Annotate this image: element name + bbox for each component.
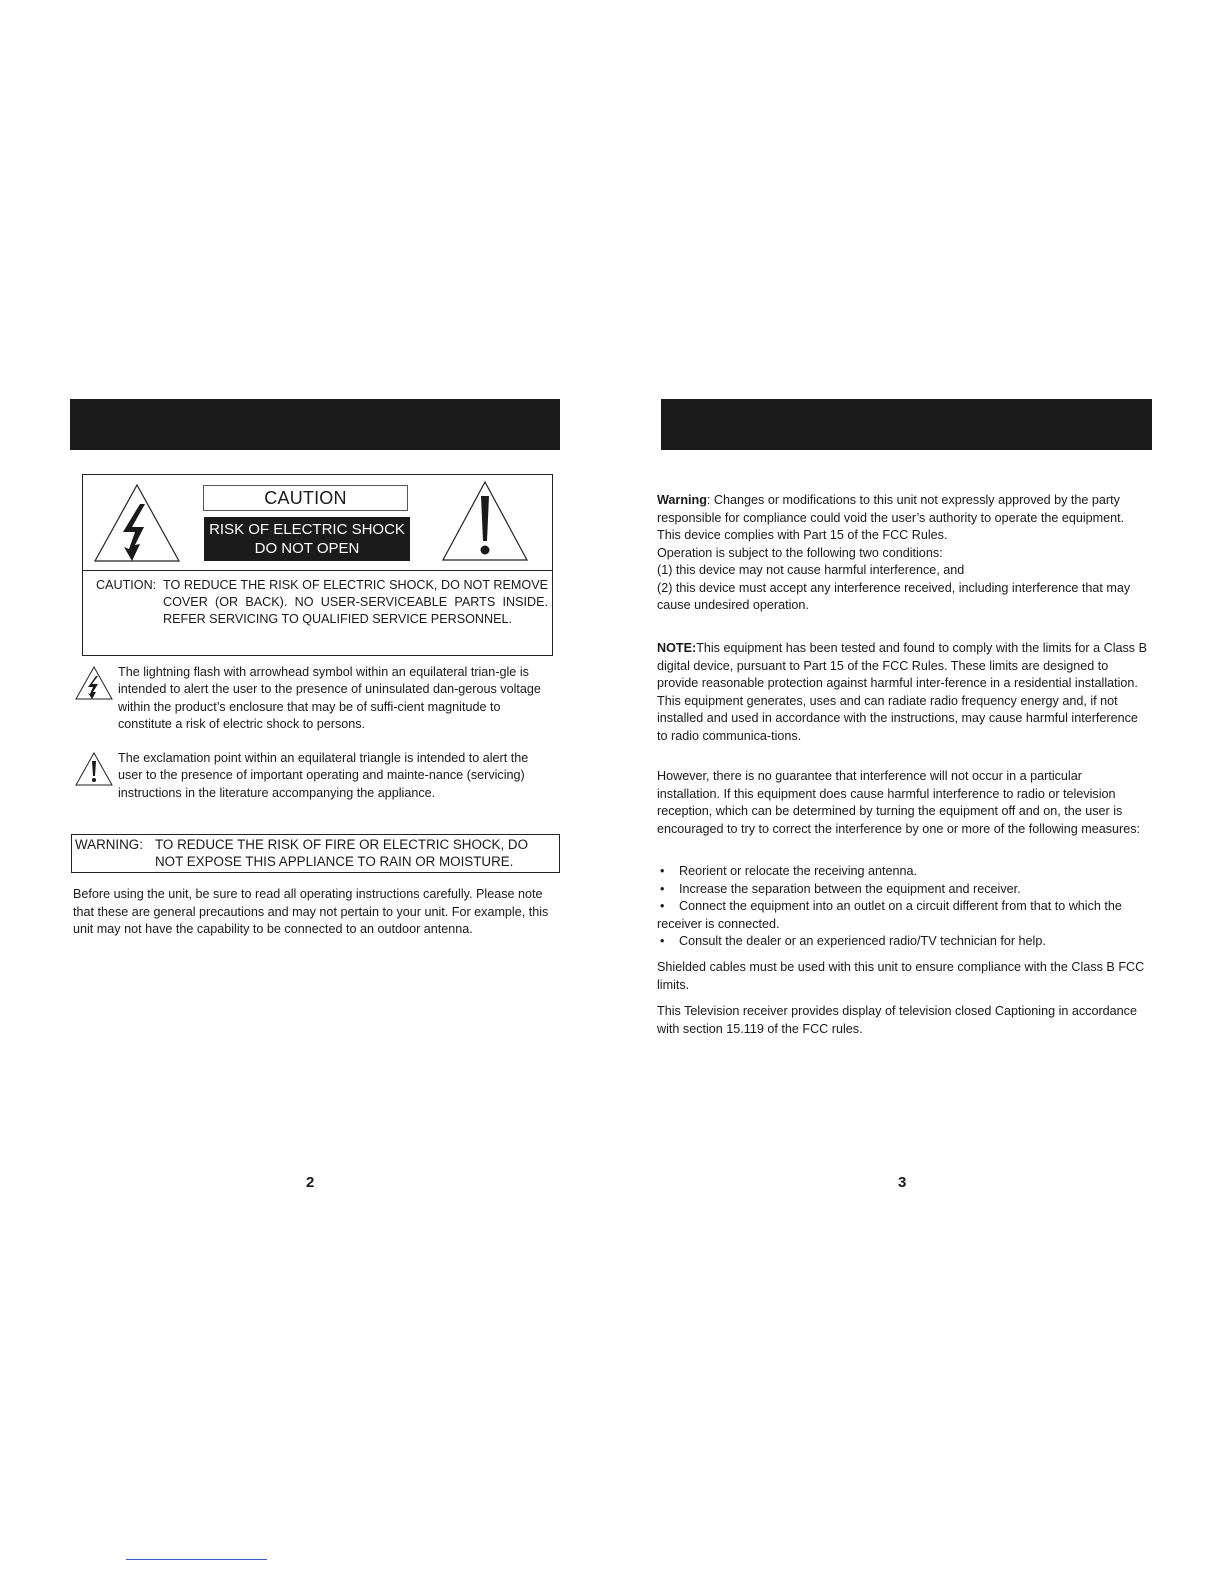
fcc-condition-2: (2) this device must accept any interference received, including interference that may cause undesired operation. [657,580,1131,612]
caution-notice-lead: CAUTION: [96,578,157,592]
bullet-icon: • [660,934,665,948]
underline-divider [126,1559,267,1560]
exclamation-note-text: The exclamation point within an equilateral triangle is intended to alert the user to the presence of important operating and mainte-nance (servicing) instructions in the literature accompanying the appliance. [118,751,529,800]
lightning-warning-icon [93,483,181,563]
fcc-conditions-line: Operation is subject to the following two conditions: [657,545,943,560]
exclamation-warning-icon [441,480,529,562]
caution-notice-body: TO REDUCE THE RISK OF ELECTRIC SHOCK, DO NOT REMOVE COVER (OR BACK). NO USER-SERVICEABLE PARTS INSIDE. REFER SERVICING TO QUALIFIED SERVICE PERSONNEL. [163,578,548,626]
lightning-note-text: The lightning flash with arrowhead symbol within an equilateral trian-gle is intended to alert the user to the presence of uninsulated dan-gerous voltage within the product’s enclosure that may be of suffi-cient magnitude to constitute a risk of electric shock to persons. [118,665,541,731]
however-paragraph: However, there is no guarantee that interference will not occur in a particular installation. If this equipment does cause harmful interference to radio or television reception, which can be determined by turning the equipment off and on, the user is encouraged to try to correct the interference by one or more of the following measures: [657,769,1141,836]
measure-text: Increase the separation between the equipment and receiver. [679,881,1021,896]
list-item [657,881,1147,899]
caution-label: CAUTION [203,485,408,511]
precaution-paragraph: Before using the unit, be sure to read all operating instructions carefully. Please note that these are general precautions and may not pertain to your unit. For example, this unit may not have the capability to be connected to an outdoor antenna. [73,887,549,936]
warning-label: Warning [657,493,707,507]
note-label: NOTE: [657,641,697,655]
bullet-icon: • [660,881,665,896]
measure-text: Consult the dealer or an experienced radio/TV technician for help. [679,934,1046,948]
fire-shock-warning [71,834,560,873]
note-text: This equipment has been tested and found to comply with the limits for a Class B digital device, pursuant to Part 15 of the FCC Rules. These limits are designed to provide reasonable protection against harmful inter-ference in a residential installation. This equipment generates, uses and can radiate radio frequency energy and, if not installed and used in accordance with the instructions, may cause harmful interference to radio communica-tions. [657,641,1147,743]
fcc-condition-1: (1) this device may not cause harmful interference, and [657,563,965,577]
measure-text: Reorient or relocate the receiving antenna. [679,864,918,878]
list-item [657,898,1147,933]
caution-notice [96,577,548,628]
caution-box [82,474,553,656]
warning-paragraph [657,492,1147,527]
shock-warning-label [204,517,410,561]
caution-header [83,475,552,571]
note-paragraph [657,640,1147,745]
lightning-symbol-note [75,664,555,733]
measures-list [657,863,1147,951]
fcc-warning-block [657,492,1147,615]
warning-lead: WARNING: [75,837,143,852]
shock-line-1: RISK OF ELECTRIC SHOCK [209,521,405,538]
shielded-cables-paragraph: Shielded cables must be used with this unit to ensure compliance with the Class B FCC limits. [657,960,1145,992]
exclamation-warning-icon [75,752,113,786]
warning-text: : Changes or modifications to this unit not expressly approved by the party responsible for compliance could void the user’s authority to operate the equipment. [657,493,1125,525]
warning-body: TO REDUCE THE RISK OF FIRE OR ELECTRIC SHOCK, DO NOT EXPOSE THIS APPLIANCE TO RAIN OR MOISTURE. [155,837,529,869]
bullet-icon: • [660,864,665,878]
left-header-bar [70,399,560,450]
right-header-bar [661,399,1152,450]
list-item [657,863,1147,881]
lightning-warning-icon [75,666,113,700]
captioning-paragraph: This Television receiver provides display of television closed Captioning in accordance with section 15.119 of the FCC rules. [657,1004,1137,1036]
shock-line-2: DO NOT OPEN [254,540,360,557]
page-number-right: 3 [898,1174,907,1191]
list-item [657,933,1147,951]
fcc-compliance-line: This device complies with Part 15 of the FCC Rules. [657,528,948,542]
measure-text: Connect the equipment into an outlet on a circuit different from that to which the receiver is connected. [657,899,1122,931]
exclamation-symbol-note [75,750,555,802]
page-number-left: 2 [306,1174,315,1191]
bullet-icon: • [660,899,665,913]
